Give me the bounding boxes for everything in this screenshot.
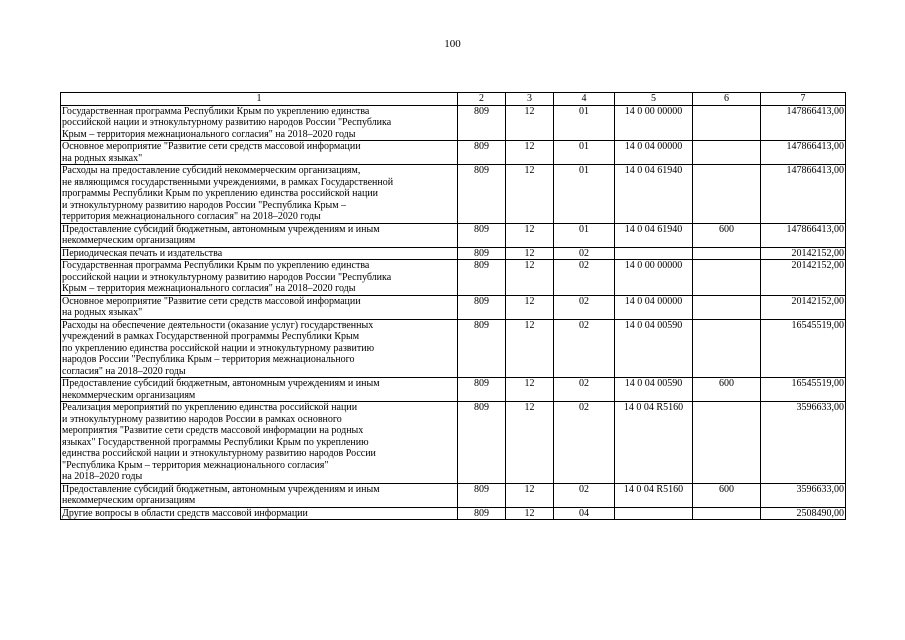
column-header: 4 [554, 93, 615, 106]
row-name-cell: Предоставление субсидий бюджетным, автономным учреждениям и иным некоммерческим организациям [61, 483, 458, 507]
row-rz-cell: 12 [506, 260, 554, 296]
row-sum-cell: 147866413,00 [761, 141, 846, 165]
row-sum-cell: 16545519,00 [761, 319, 846, 378]
table-row [61, 223, 846, 247]
row-rz-cell: 12 [506, 165, 554, 224]
table-row [61, 247, 846, 260]
row-sum-cell: 20142152,00 [761, 260, 846, 296]
row-ved-cell: 809 [458, 402, 506, 484]
row-vr-cell [693, 165, 761, 224]
row-pr-cell: 01 [554, 141, 615, 165]
row-name-cell: Реализация мероприятий по укреплению единства российской нации и этнокультурному развитию народов России в рамках основного мероприятия "Развитие сети средств массовой информации на родных языках" Государственной программы Республики Крым по укреплению единства российской нации и этнокультурному развитию народов России "Республика Крым – территория межнационального согласия" на 2018–2020 годы [61, 402, 458, 484]
row-name-cell: Расходы на предоставление субсидий некоммерческим организациям, не являющимся государственными учреждениями, в рамках Государственной программы Республики Крым по укреплению единства российской нации и этнокультурному развитию народов России "Республика Крым – территория межнационального согласия" на 2018–2020 годы [61, 165, 458, 224]
row-name-cell: Предоставление субсидий бюджетным, автономным учреждениям и иным некоммерческим организациям [61, 378, 458, 402]
table-row [61, 141, 846, 165]
row-rz-cell: 12 [506, 141, 554, 165]
row-vr-cell: 600 [693, 483, 761, 507]
row-sum-cell: 3596633,00 [761, 402, 846, 484]
row-csr-cell: 14 0 04 00000 [615, 141, 693, 165]
table-row [61, 295, 846, 319]
row-pr-cell: 02 [554, 378, 615, 402]
row-sum-cell: 147866413,00 [761, 223, 846, 247]
row-ved-cell: 809 [458, 105, 506, 141]
row-rz-cell: 12 [506, 319, 554, 378]
row-name-cell: Основное мероприятие "Развитие сети средств массовой информации на родных языках" [61, 295, 458, 319]
row-sum-cell: 20142152,00 [761, 247, 846, 260]
table-row [61, 319, 846, 378]
row-sum-cell: 2508490,00 [761, 507, 846, 520]
row-vr-cell [693, 295, 761, 319]
row-sum-cell: 20142152,00 [761, 295, 846, 319]
table-row [61, 507, 846, 520]
table-body [61, 105, 846, 520]
row-vr-cell: 600 [693, 378, 761, 402]
row-csr-cell: 14 0 04 61940 [615, 223, 693, 247]
row-pr-cell: 04 [554, 507, 615, 520]
row-csr-cell: 14 0 04 00000 [615, 295, 693, 319]
column-header: 1 [61, 93, 458, 106]
row-name-cell: Предоставление субсидий бюджетным, автономным учреждениям и иным некоммерческим организациям [61, 223, 458, 247]
row-csr-cell: 14 0 04 00590 [615, 319, 693, 378]
row-rz-cell: 12 [506, 402, 554, 484]
row-pr-cell: 01 [554, 105, 615, 141]
row-pr-cell: 02 [554, 260, 615, 296]
row-vr-cell: 600 [693, 223, 761, 247]
row-rz-cell: 12 [506, 483, 554, 507]
row-rz-cell: 12 [506, 247, 554, 260]
row-csr-cell [615, 507, 693, 520]
row-rz-cell: 12 [506, 105, 554, 141]
row-vr-cell [693, 105, 761, 141]
row-pr-cell: 02 [554, 247, 615, 260]
row-name-cell: Государственная программа Республики Крым по укреплению единства российской нации и этнокультурному развитию народов России "Республика Крым – территория межнационального согласия" на 2018–2020 годы [61, 105, 458, 141]
row-rz-cell: 12 [506, 507, 554, 520]
row-pr-cell: 01 [554, 165, 615, 224]
row-ved-cell: 809 [458, 141, 506, 165]
row-pr-cell: 01 [554, 223, 615, 247]
table-row [61, 483, 846, 507]
column-header: 2 [458, 93, 506, 106]
column-header: 6 [693, 93, 761, 106]
row-ved-cell: 809 [458, 319, 506, 378]
row-vr-cell [693, 141, 761, 165]
row-pr-cell: 02 [554, 295, 615, 319]
column-header: 3 [506, 93, 554, 106]
table-row [61, 105, 846, 141]
header-row [61, 93, 846, 106]
table-row [61, 165, 846, 224]
row-pr-cell: 02 [554, 483, 615, 507]
row-vr-cell [693, 247, 761, 260]
row-ved-cell: 809 [458, 260, 506, 296]
table-row [61, 378, 846, 402]
row-rz-cell: 12 [506, 378, 554, 402]
row-name-cell: Другие вопросы в области средств массовой информации [61, 507, 458, 520]
row-sum-cell: 147866413,00 [761, 165, 846, 224]
budget-table [60, 92, 846, 520]
row-name-cell: Государственная программа Республики Крым по укреплению единства российской нации и этнокультурному развитию народов России "Республика Крым – территория межнационального согласия" на 2018–2020 годы [61, 260, 458, 296]
row-vr-cell [693, 507, 761, 520]
row-rz-cell: 12 [506, 295, 554, 319]
row-name-cell: Расходы на обеспечение деятельности (оказание услуг) государственных учреждений в рамках Государственной программы Республики Крым по укреплению единства российской нации и этнокультурному развитию народов России "Республика Крым – территория межнационального согласия" на 2018–2020 годы [61, 319, 458, 378]
row-ved-cell: 809 [458, 507, 506, 520]
row-ved-cell: 809 [458, 295, 506, 319]
row-pr-cell: 02 [554, 402, 615, 484]
row-csr-cell: 14 0 00 00000 [615, 105, 693, 141]
row-csr-cell: 14 0 04 R5160 [615, 402, 693, 484]
row-ved-cell: 809 [458, 247, 506, 260]
row-vr-cell [693, 402, 761, 484]
row-name-cell: Периодическая печать и издательства [61, 247, 458, 260]
row-ved-cell: 809 [458, 483, 506, 507]
page-number: 100 [444, 38, 461, 50]
row-ved-cell: 809 [458, 378, 506, 402]
table-row [61, 260, 846, 296]
row-csr-cell: 14 0 04 R5160 [615, 483, 693, 507]
column-header: 7 [761, 93, 846, 106]
row-sum-cell: 16545519,00 [761, 378, 846, 402]
table-row [61, 402, 846, 484]
row-csr-cell: 14 0 04 00590 [615, 378, 693, 402]
row-vr-cell [693, 319, 761, 378]
row-csr-cell [615, 247, 693, 260]
row-csr-cell: 14 0 00 00000 [615, 260, 693, 296]
row-vr-cell [693, 260, 761, 296]
row-pr-cell: 02 [554, 319, 615, 378]
row-csr-cell: 14 0 04 61940 [615, 165, 693, 224]
row-ved-cell: 809 [458, 165, 506, 224]
row-sum-cell: 3596633,00 [761, 483, 846, 507]
row-ved-cell: 809 [458, 223, 506, 247]
row-name-cell: Основное мероприятие "Развитие сети средств массовой информации на родных языках" [61, 141, 458, 165]
row-rz-cell: 12 [506, 223, 554, 247]
row-sum-cell: 147866413,00 [761, 105, 846, 141]
column-header: 5 [615, 93, 693, 106]
